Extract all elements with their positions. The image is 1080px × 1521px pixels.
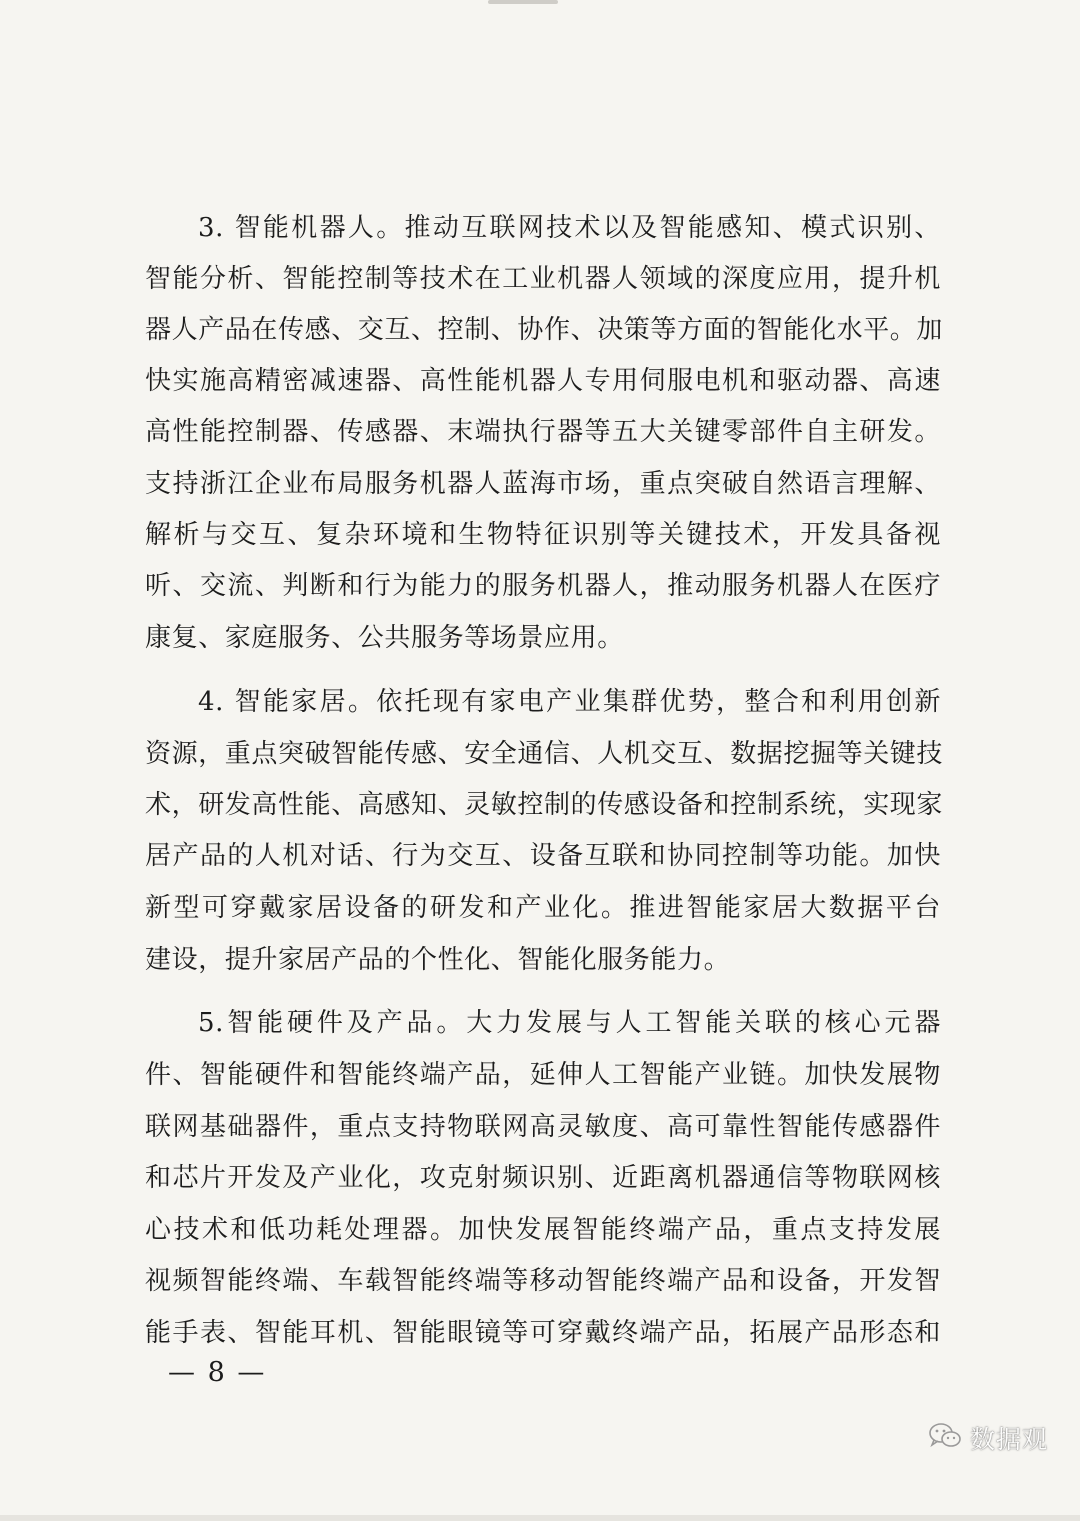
paragraph-1-line-7: 解析与交互、复杂环境和生物特征识别等关键技术，开发具备视: [145, 520, 941, 550]
paragraph-3-line-2: 件、智能硬件和智能终端产品，延伸人工智能产业链。加快发展物: [145, 1060, 941, 1090]
paragraph-3-line-7: 能手表、智能耳机、智能眼镜等可穿戴终端产品，拓展产品形态和: [145, 1318, 941, 1348]
paragraph-1-line-2: 智能分析、智能控制等技术在工业机器人领域的深度应用，提升机: [145, 264, 941, 294]
paragraph-1-line-3: 器人产品在传感、交互、控制、协作、决策等方面的智能化水平。加: [145, 315, 944, 345]
paragraph-2-line-6: 建设，提升家居产品的个性化、智能化服务能力。: [145, 945, 731, 975]
paragraph-3-line-5: 心技术和低功耗处理器。加快发展智能终端产品，重点支持发展: [145, 1215, 941, 1245]
paragraph-1-line-5: 高性能控制器、传感器、末端执行器等五大关键零部件自主研发。: [145, 417, 941, 447]
paragraph-1-line-1: 3. 智能机器人。推动互联网技术以及智能感知、模式识别、: [198, 213, 941, 243]
watermark-text: 数据观: [970, 1425, 1049, 1454]
paragraph-2-line-1: 4. 智能家居。依托现有家电产业集群优势，整合和利用创新: [198, 687, 941, 717]
paragraph-2-line-3: 术，研发高性能、高感知、灵敏控制的传感设备和控制系统，实现家: [145, 790, 944, 820]
wechat-icon: [928, 1421, 962, 1455]
paragraph-1-line-6: 支持浙江企业布局服务机器人蓝海市场，重点突破自然语言理解、: [145, 469, 941, 499]
paragraph-3-line-3: 联网基础器件，重点支持物联网高灵敏度、高可靠性智能传感器件: [145, 1112, 941, 1142]
paragraph-1-line-9: 康复、家庭服务、公共服务等场景应用。: [145, 623, 624, 653]
page-number: — 8 —: [168, 1357, 267, 1388]
paragraph-2-line-5: 新型可穿戴家居设备的研发和产业化。推进智能家居大数据平台: [145, 893, 941, 923]
paragraph-1-line-4: 快实施高精密减速器、高性能机器人专用伺服电机和驱动器、高速: [145, 366, 941, 396]
paragraph-2-line-4: 居产品的人机对话、行为交互、设备互联和协同控制等功能。加快: [145, 841, 941, 871]
paragraph-3-line-1: 5.智能硬件及产品。大力发展与人工智能关联的核心元器: [198, 1008, 941, 1038]
watermark: [928, 1418, 1048, 1458]
scan-top-mark: [488, 0, 558, 4]
paragraph-3-line-6: 视频智能终端、车载智能终端等移动智能终端产品和设备，开发智: [145, 1266, 941, 1296]
paragraph-2-line-2: 资源，重点突破智能传感、安全通信、人机交互、数据挖掘等关键技: [145, 739, 944, 769]
paragraph-3-line-4: 和芯片开发及产业化，攻克射频识别、近距离机器通信等物联网核: [145, 1163, 941, 1193]
scan-bottom-edge: [0, 1515, 1080, 1521]
paragraph-1-line-8: 听、交流、判断和行为能力的服务机器人，推动服务机器人在医疗: [145, 571, 941, 601]
